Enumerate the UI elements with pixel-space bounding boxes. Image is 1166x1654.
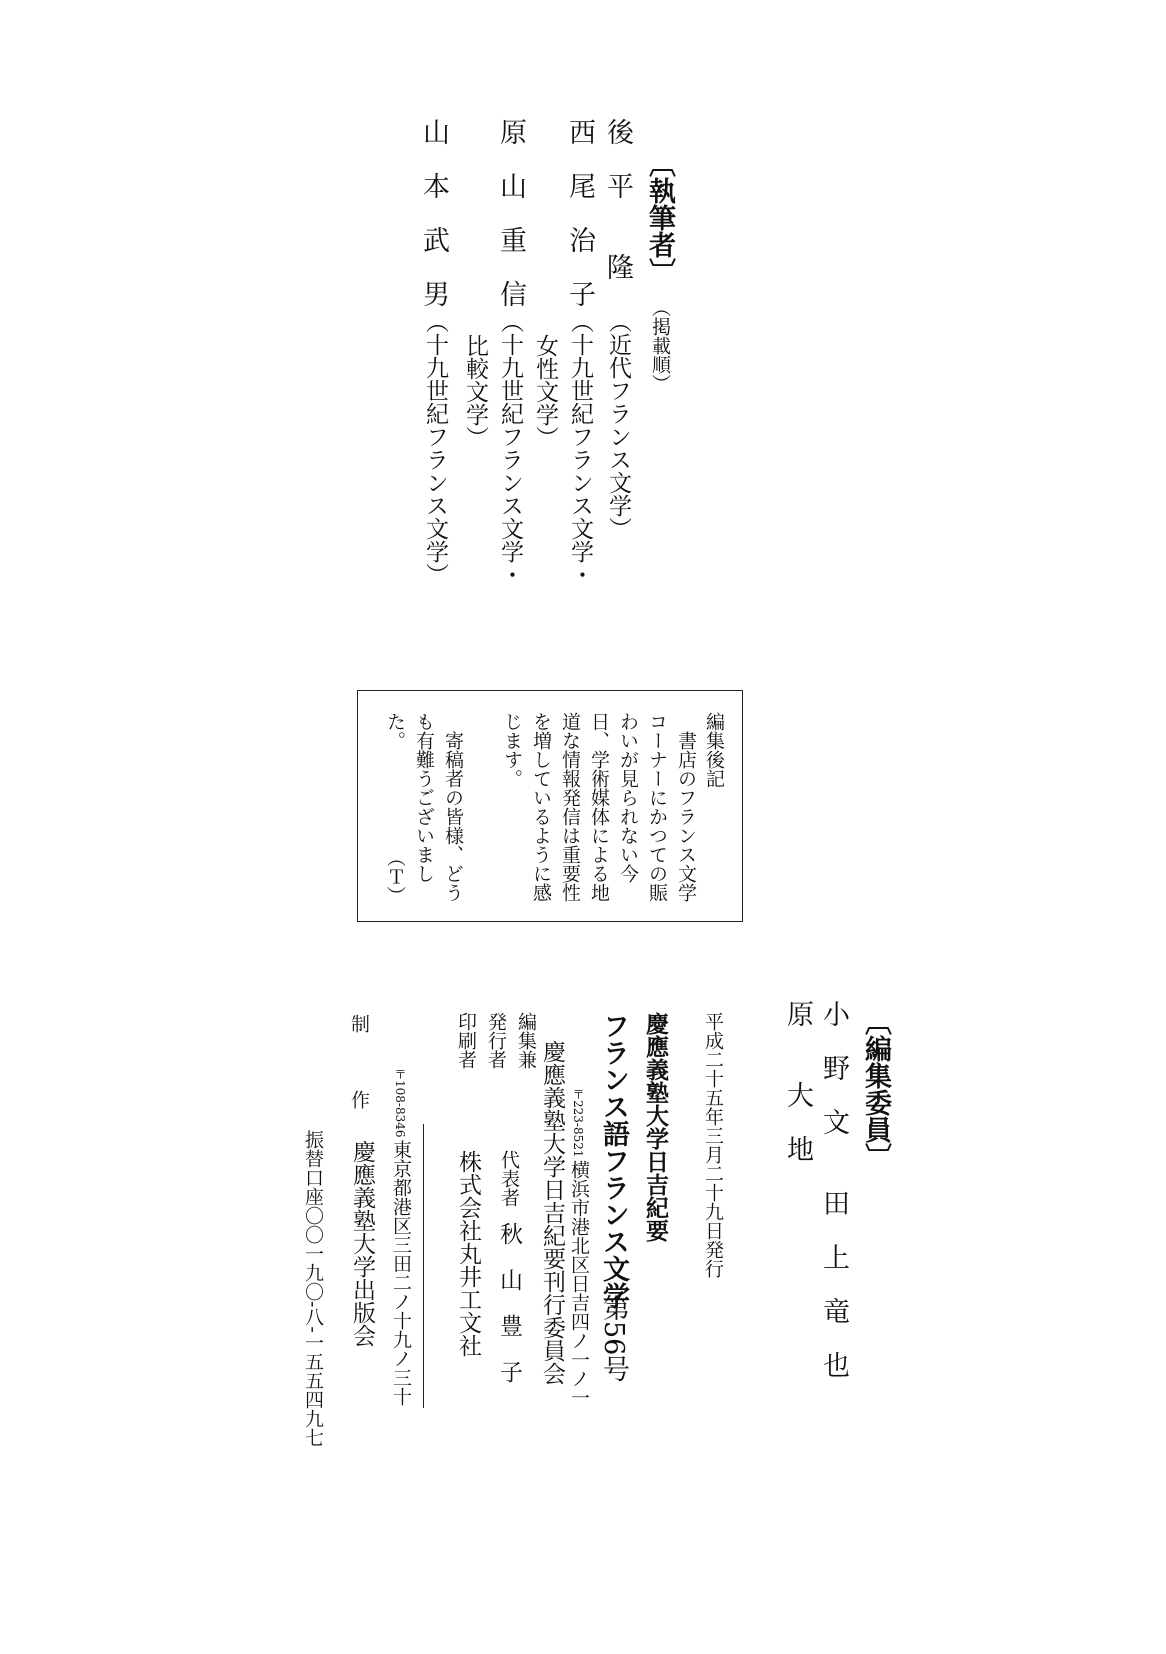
journal-title: フランス語フランス文学 bbox=[598, 1012, 629, 1309]
contributors-heading: 〔執筆者〕 bbox=[644, 150, 675, 285]
publisher-postal-code: 〒223-8521 bbox=[571, 1088, 585, 1158]
contributor-field-continued: 女性文学） bbox=[532, 334, 558, 449]
transfer-account: 振替口座〇〇一九〇‐八‐一五五四九七 bbox=[302, 1130, 324, 1447]
editorial-note-line: じます。 bbox=[501, 712, 523, 788]
publication-date: 平成二十五年三月二十九日発行 bbox=[702, 1012, 724, 1278]
printer-label: 印刷者 bbox=[455, 1012, 477, 1069]
editorial-note-line: 寄稿者の皆様、どう bbox=[442, 712, 464, 902]
publisher-label: 発行者 bbox=[485, 1012, 507, 1069]
editor-label: 編集兼 bbox=[515, 1012, 537, 1069]
production-address: 東京都港区三田二ノ十九ノ三十 bbox=[390, 1140, 412, 1406]
contributors-heading-note: （掲載順） bbox=[649, 298, 671, 393]
editorial-note-line: コーナーにかつての賑 bbox=[646, 712, 668, 902]
production-name: 慶應義塾大学出版会 bbox=[349, 1140, 375, 1347]
representative-label: 代表者 bbox=[498, 1150, 520, 1207]
editorial-note-line: も有難うございまし bbox=[413, 712, 435, 883]
editorial-note-line: を増しているように感 bbox=[530, 712, 552, 902]
contributor-field-continued: 比較文学） bbox=[462, 334, 488, 449]
contributor-field: （十九世紀フランス文学・ bbox=[567, 310, 593, 586]
printer-name: 株式会社丸井工文社 bbox=[455, 1150, 481, 1357]
editorial-note-line: 書店のフランス文学 bbox=[675, 712, 697, 902]
contributor-field: （近代フランス文学） bbox=[605, 310, 631, 540]
editorial-note-line: た。 bbox=[384, 712, 406, 750]
editorial-note-line: わいが見られない今 bbox=[617, 712, 639, 883]
editorial-board-member: 小 野 文 田 上 竜 也 bbox=[818, 1000, 849, 1378]
contributor-name: 西 尾 治 子 bbox=[564, 118, 595, 307]
production-label: 制 作 bbox=[348, 1014, 370, 1109]
editorial-note-line: 道な情報発信は重要性 bbox=[559, 712, 581, 902]
contributor-field: （十九世紀フランス文学） bbox=[422, 310, 448, 586]
publisher-address: 横浜市港北区日吉四ノ一ノ一 bbox=[568, 1160, 590, 1407]
series-name: 慶應義塾大学日吉紀要 bbox=[642, 1012, 669, 1242]
representative-name: 秋 山 豊 子 bbox=[496, 1222, 522, 1383]
editor-organization: 慶應義塾大学日吉紀要刊行委員会 bbox=[539, 1040, 565, 1385]
contributor-name: 山 本 武 男 bbox=[418, 118, 449, 307]
issue-number: 第56号 bbox=[598, 1294, 629, 1383]
editorial-board-heading: 〔編集委員〕 bbox=[860, 1008, 891, 1170]
editorial-note-initial: （Ｔ） bbox=[384, 848, 406, 905]
colophon-divider bbox=[423, 1124, 424, 1408]
contributor-name: 原 山 重 信 bbox=[495, 118, 526, 307]
editorial-note-title: 編集後記 bbox=[703, 712, 725, 788]
editorial-note-line: 日、学術媒体による地 bbox=[588, 712, 610, 902]
contributor-field: （十九世紀フランス文学・ bbox=[497, 310, 523, 586]
editorial-board-member: 原 大 地 bbox=[782, 1000, 813, 1162]
contributor-name: 後 平 隆 bbox=[602, 118, 633, 280]
production-postal-code: 〒108-8346 bbox=[393, 1068, 407, 1138]
